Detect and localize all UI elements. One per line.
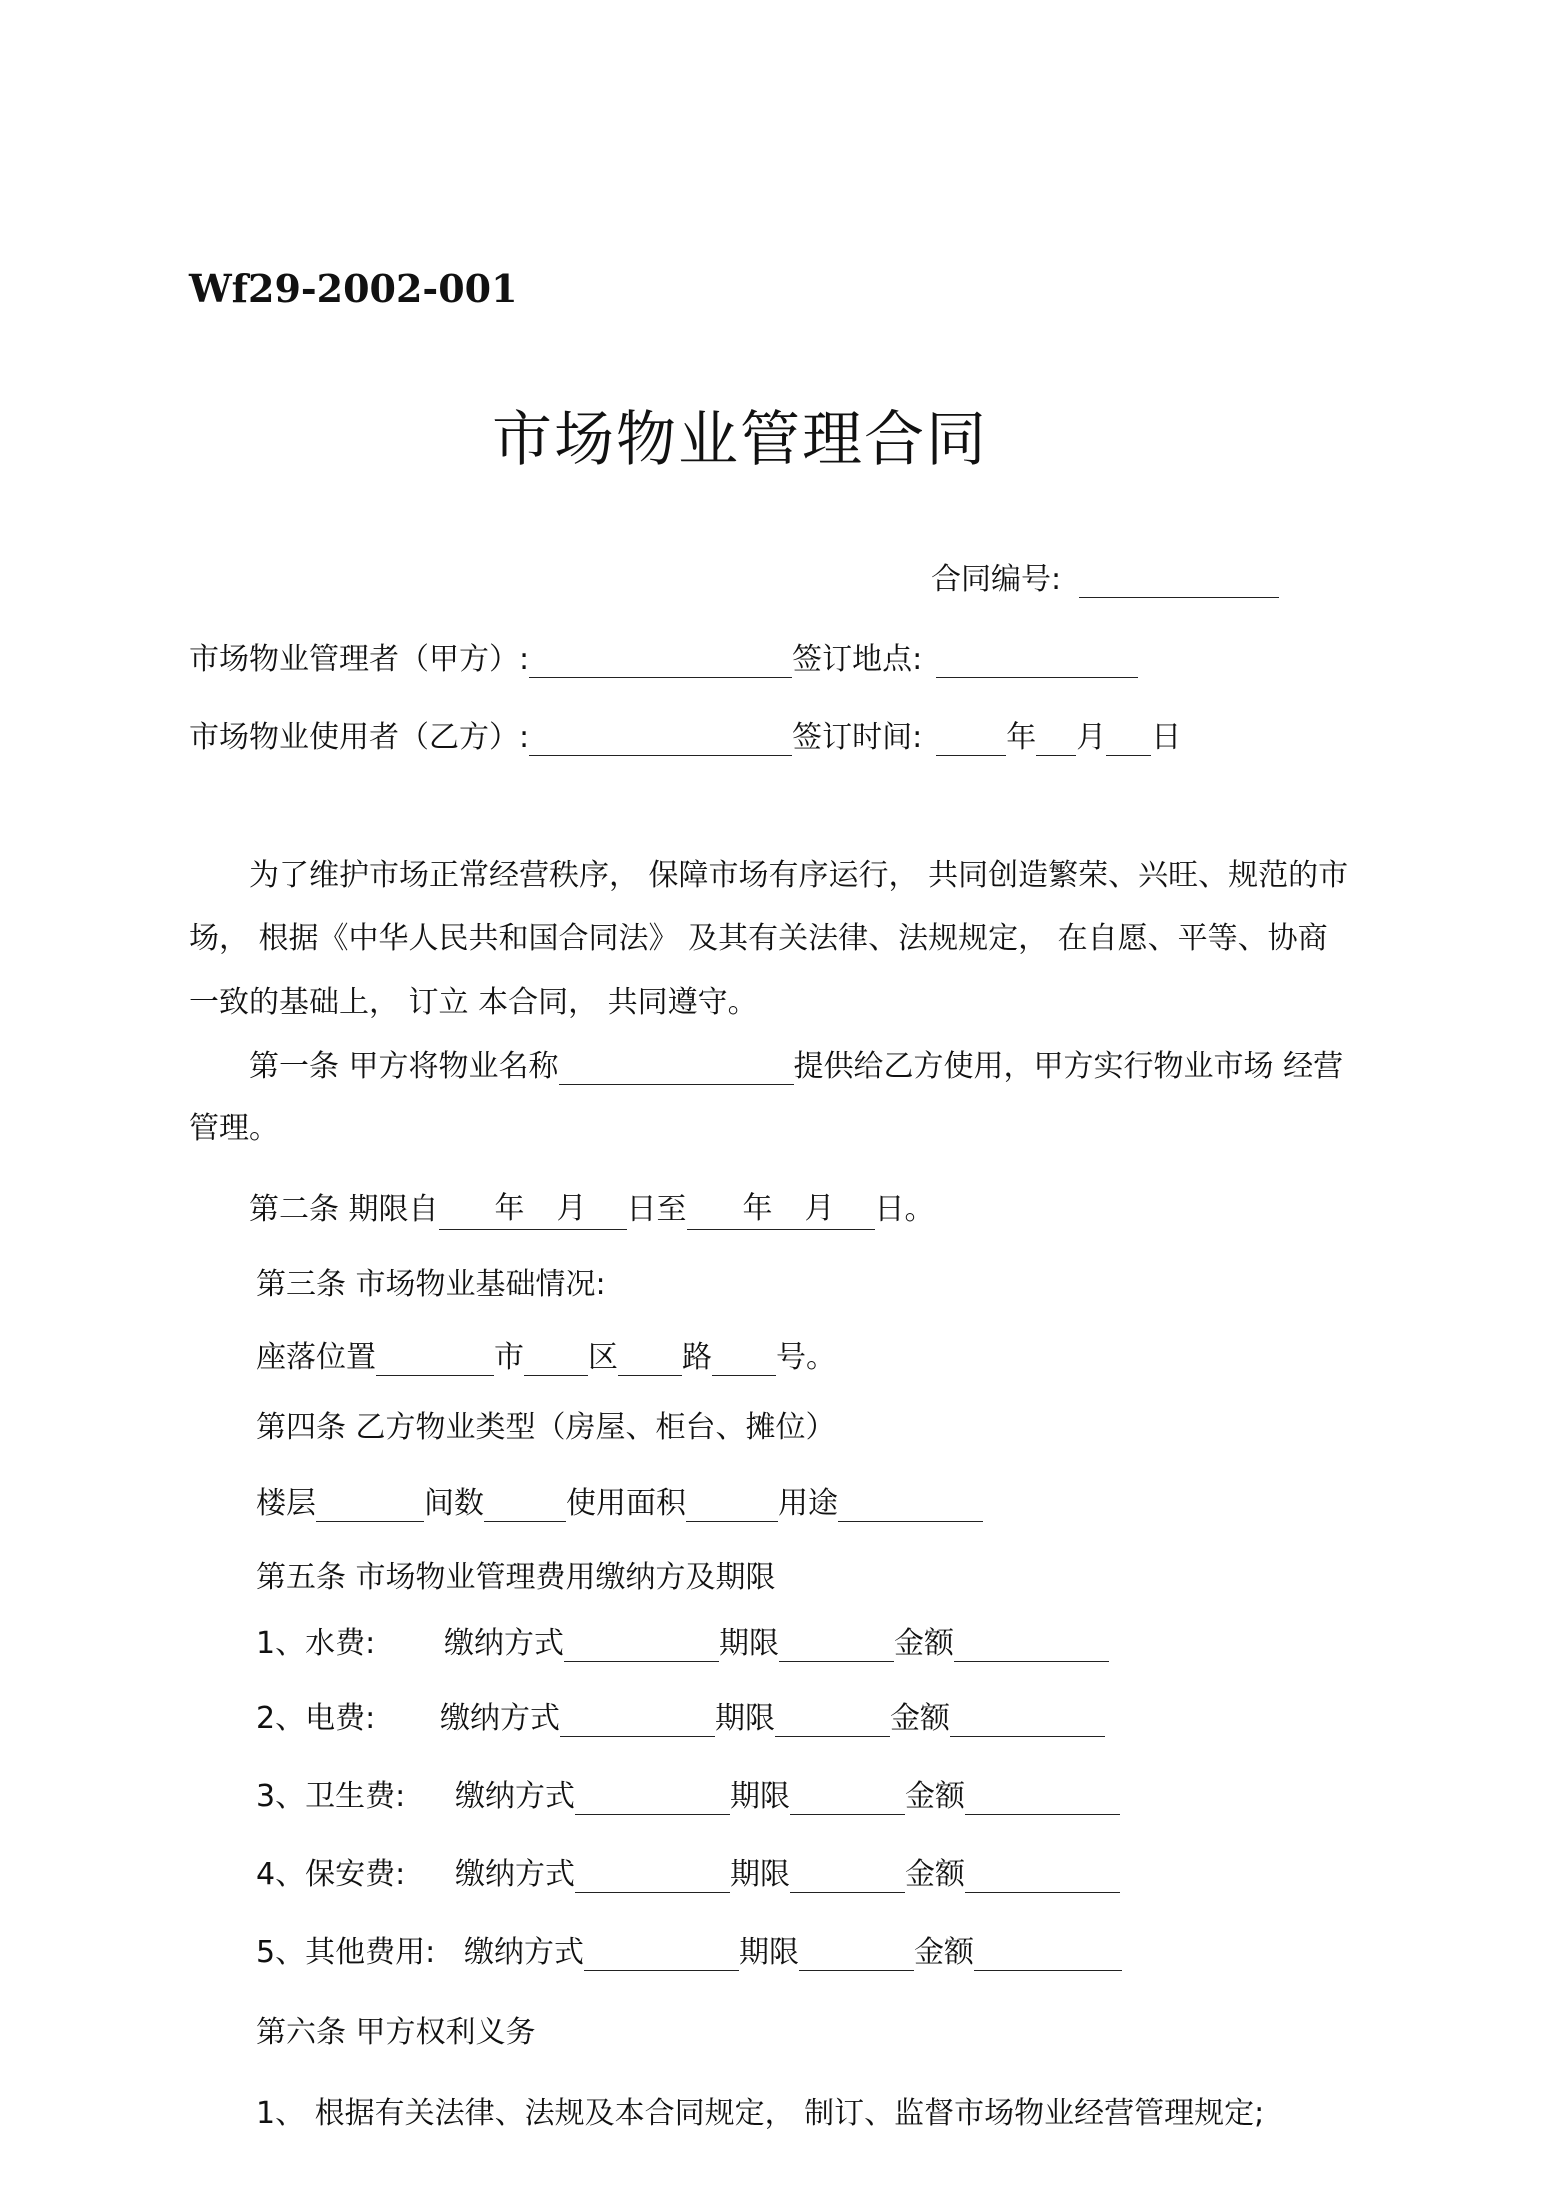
- term-blank[interactable]: [775, 1706, 890, 1737]
- party-a-label: 市场物业管理者（甲方）:: [189, 642, 530, 677]
- area-blank[interactable]: [686, 1491, 778, 1522]
- party-b-label: 市场物业使用者（乙方）:: [189, 720, 530, 755]
- article-6-item-1: [256, 2094, 1264, 2134]
- location-label: 座落位置: [256, 1340, 376, 1375]
- month-label: 月: [804, 1191, 835, 1226]
- amount-label: 金额: [914, 1935, 974, 1970]
- contract-number-blank[interactable]: [1079, 567, 1279, 598]
- month-label: 月: [1076, 720, 1107, 755]
- location-line: [256, 1338, 836, 1378]
- method-blank[interactable]: [560, 1706, 715, 1737]
- term-blank[interactable]: [779, 1631, 894, 1662]
- amount-label: 金额: [890, 1701, 950, 1736]
- year-label: 年: [742, 1191, 773, 1226]
- term-label: 期限: [715, 1701, 775, 1736]
- fee-row-security: [256, 1855, 1120, 1895]
- article-4-text: 第四条 乙方物业类型（房屋、柜台、摊位）: [256, 1410, 836, 1445]
- preamble-text: 一致的基础上， 订立 本合同， 共同遵守。: [189, 985, 758, 1020]
- rooms-blank[interactable]: [484, 1491, 566, 1522]
- party-b-blank[interactable]: [529, 725, 792, 756]
- number-label: 号。: [776, 1340, 836, 1375]
- method-label: 缴纳方式: [440, 1701, 560, 1736]
- district-label: 区: [588, 1340, 618, 1375]
- term-label: 期限: [730, 1857, 790, 1892]
- article-2-text: 第二条 期限自: [249, 1192, 439, 1227]
- year-label: 年: [494, 1191, 525, 1226]
- party-a-blank[interactable]: [529, 647, 792, 678]
- floor-blank[interactable]: [316, 1491, 424, 1522]
- method-blank[interactable]: [575, 1784, 730, 1815]
- article-5-text: 第五条 市场物业管理费用缴纳方及期限: [256, 1560, 776, 1595]
- term-blank[interactable]: [790, 1784, 905, 1815]
- location-blank[interactable]: [376, 1345, 494, 1376]
- floor-label: 楼层: [256, 1486, 316, 1521]
- fee-label: 1、水费:: [256, 1626, 376, 1661]
- contract-number-line: [931, 560, 1279, 600]
- document-title: 市场物业管理合同: [492, 405, 988, 475]
- article-5-title: [256, 1558, 776, 1598]
- amount-blank[interactable]: [974, 1940, 1122, 1971]
- property-name-blank[interactable]: [559, 1054, 794, 1085]
- article-2: [249, 1189, 935, 1230]
- sign-day-blank[interactable]: [1106, 725, 1151, 756]
- preamble-line: [189, 919, 1328, 959]
- article-1-text: 第一条 甲方将物业名称: [249, 1049, 559, 1084]
- article-3-title: [256, 1265, 606, 1305]
- fee-row-electricity: [256, 1699, 1105, 1739]
- method-label: 缴纳方式: [455, 1857, 575, 1892]
- amount-label: 金额: [905, 1857, 965, 1892]
- term-label: 期限: [719, 1626, 779, 1661]
- end-date-blank[interactable]: [687, 1189, 875, 1230]
- road-blank[interactable]: [712, 1345, 776, 1376]
- use-label: 用途: [778, 1486, 838, 1521]
- start-date-blank[interactable]: [439, 1189, 627, 1230]
- article-6-text: 第六条 甲方权利义务: [256, 2015, 536, 2050]
- article-3-text: 第三条 市场物业基础情况:: [256, 1267, 606, 1302]
- fee-label: 3、卫生费:: [256, 1779, 406, 1814]
- article-1-cont: [189, 1109, 279, 1149]
- term-label: 期限: [730, 1779, 790, 1814]
- amount-blank[interactable]: [965, 1862, 1120, 1893]
- fee-label: 2、电费:: [256, 1701, 376, 1736]
- rooms-label: 间数: [424, 1486, 484, 1521]
- year-label: 年: [1006, 720, 1037, 755]
- amount-blank[interactable]: [950, 1706, 1105, 1737]
- term-blank[interactable]: [790, 1862, 905, 1893]
- article-6-text: 1、 根据有关法律、法规及本合同规定， 制订、监督市场物业经营管理规定;: [256, 2096, 1265, 2131]
- month-label: 月: [556, 1191, 587, 1226]
- article-1-text: 管理。: [189, 1111, 279, 1146]
- district-blank[interactable]: [618, 1345, 682, 1376]
- area-label: 使用面积: [566, 1486, 686, 1521]
- fee-label: 4、保安费:: [256, 1857, 406, 1892]
- city-blank[interactable]: [524, 1345, 588, 1376]
- sign-time-label: 签订时间:: [792, 720, 923, 755]
- amount-blank[interactable]: [954, 1631, 1109, 1662]
- method-label: 缴纳方式: [444, 1626, 564, 1661]
- amount-label: 金额: [894, 1626, 954, 1661]
- city-label: 市: [494, 1340, 524, 1375]
- sign-place-blank[interactable]: [936, 647, 1138, 678]
- document-code: Wf29-2002-001: [189, 266, 518, 311]
- sign-place-label: 签订地点:: [792, 642, 923, 677]
- preamble-line: [249, 856, 1348, 896]
- preamble-text: 场， 根据《中华人民共和国合同法》 及其有关法律、法规规定， 在自愿、平等、协商: [189, 921, 1328, 956]
- method-blank[interactable]: [584, 1940, 739, 1971]
- day-label: 日: [1151, 720, 1182, 755]
- amount-blank[interactable]: [965, 1784, 1120, 1815]
- property-detail-line: [256, 1484, 983, 1524]
- use-blank[interactable]: [838, 1491, 983, 1522]
- road-label: 路: [682, 1340, 712, 1375]
- fee-row-sanitation: [256, 1777, 1120, 1817]
- fee-label: 5、其他费用:: [256, 1935, 436, 1970]
- sign-month-blank[interactable]: [1036, 725, 1076, 756]
- article-1: [249, 1047, 1343, 1087]
- preamble-line: [189, 983, 758, 1023]
- amount-label: 金额: [905, 1779, 965, 1814]
- method-label: 缴纳方式: [455, 1779, 575, 1814]
- method-blank[interactable]: [575, 1862, 730, 1893]
- method-blank[interactable]: [564, 1631, 719, 1662]
- sign-year-blank[interactable]: [936, 725, 1006, 756]
- article-2-text: 日至: [626, 1192, 687, 1227]
- term-blank[interactable]: [799, 1940, 914, 1971]
- fee-row-water: [256, 1624, 1109, 1664]
- term-label: 期限: [739, 1935, 799, 1970]
- party-b-line: [189, 718, 1181, 758]
- fee-row-other: [256, 1933, 1122, 1973]
- contract-number-label: 合同编号:: [931, 562, 1062, 597]
- article-2-text: 日。: [874, 1192, 935, 1227]
- party-a-line: [189, 640, 1138, 680]
- method-label: 缴纳方式: [464, 1935, 584, 1970]
- article-6-title: [256, 2013, 536, 2053]
- article-4-title: [256, 1408, 836, 1448]
- article-1-text: 提供给乙方使用，甲方实行物业市场 经营: [793, 1049, 1344, 1084]
- preamble-text: 为了维护市场正常经营秩序， 保障市场有序运行， 共同创造繁荣、兴旺、规范的市: [249, 858, 1349, 893]
